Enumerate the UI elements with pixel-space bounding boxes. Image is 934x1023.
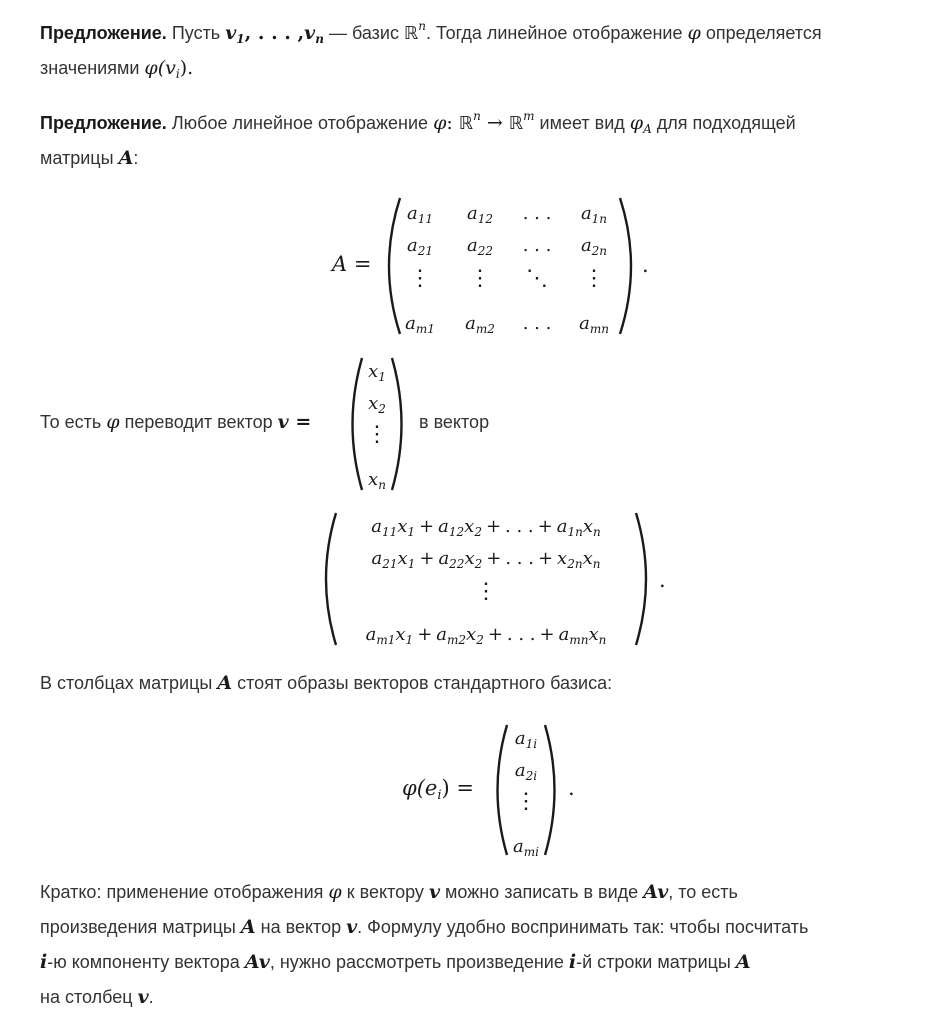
cell-am1: $a_{m1}$ [405,313,435,336]
summary-paragraph: Кратко: применение отображения φ к вектору v можно записать в виде Av, то есть произведения матрицы A на вектор v. Формулу удобно воспринимать так: чтобы посчитать i-ю компоненту вектора Av, нужно рассмотреть произведение i-й строки матрицы A на столбец v. [40,881,809,1008]
cell-x1: $x_1$ [368,361,386,384]
result-period: . [659,568,666,592]
matrix-a [380,195,640,337]
result-row-2: $a_{21}x_1 + a_{22}x_2$ + . . . + $x_{2n}x_n$ [371,548,601,571]
cell-vdots: ⋮ [583,266,605,291]
vector-sentence: То есть φ переводит вектор v = [40,411,312,433]
cell-amn: $a_{mn}$ [579,313,609,336]
cell-a2i: $a_{2i}$ [514,760,538,783]
phi-ei-period: . [568,776,575,800]
cell-a22: $a_{22}$ [466,235,493,258]
vector-ei [490,722,562,858]
phi-ei-label: $\varphi(e_i)$ = [402,776,474,803]
proposition-basis: Предложение. Пусть $v_1$, . . . $,v_n$ — базис ℝ$^n$. Тогда линейное отображение φ определяется значениями $\varphi(v_i)$. [40,19,822,81]
proposition-matrix: Предложение. Любое линейное отображение φ: ℝ$^n$ → ℝ$^m$ имеет вид $\varphi_A$ для подходящей матрицы A: [40,109,796,169]
formula-phi-vi: $\varphi(v_i)$. [144,57,194,81]
result-row-m: $a_{m1}x_1 + a_{m2}x_2$ + . . . + $a_{mn}x_n$ [365,624,607,647]
cell-vdots: ⋮ [515,789,537,814]
cell-x2: $x_2$ [368,393,386,416]
proposition-title: Предложение. [40,23,167,43]
cell-am2: $a_{m2}$ [465,313,495,336]
cell-a21: $a_{21}$ [406,235,433,258]
cell-a1i: $a_{1i}$ [514,728,538,751]
cell-a1n: $a_{1n}$ [580,203,608,226]
cell-xn: $x_n$ [368,469,386,492]
cell-a2n: $a_{2n}$ [580,235,608,258]
cell-a11: $a_{11}$ [406,203,433,226]
formula-basis: $v_1$, . . . $,v_n$ [225,22,324,46]
cell-a12: $a_{12}$ [466,203,493,226]
vector-x [345,355,409,493]
matrix-label: A = [332,252,372,276]
vector-sentence-tail: в вектор [419,412,490,432]
cell-ami: $a_{mi}$ [513,836,539,859]
columns-sentence: В столбцах матрицы A стоят образы векторов стандартного базиса: [40,672,613,694]
matrix-period: . [642,253,649,277]
proposition-title: Предложение. [40,113,167,133]
result-vdots: ⋮ [475,579,497,604]
cell-vdots: ⋮ [366,422,388,447]
cell-hdots: . . . [522,313,552,334]
cell-hdots: . . . [522,203,552,224]
formula-map: φ: ℝ$^n$ → ℝ$^m$ [433,109,535,134]
cell-vdots: ⋮ [469,266,491,291]
cell-vdots: ⋮ [409,266,431,291]
result-row-1: $a_{11}x_1 + a_{12}x_2$ + . . . + $a_{1n}x_n$ [371,516,601,539]
cell-ddots: ⋱ [526,266,548,291]
result-vector [318,510,654,648]
cell-hdots: . . . [522,235,552,256]
